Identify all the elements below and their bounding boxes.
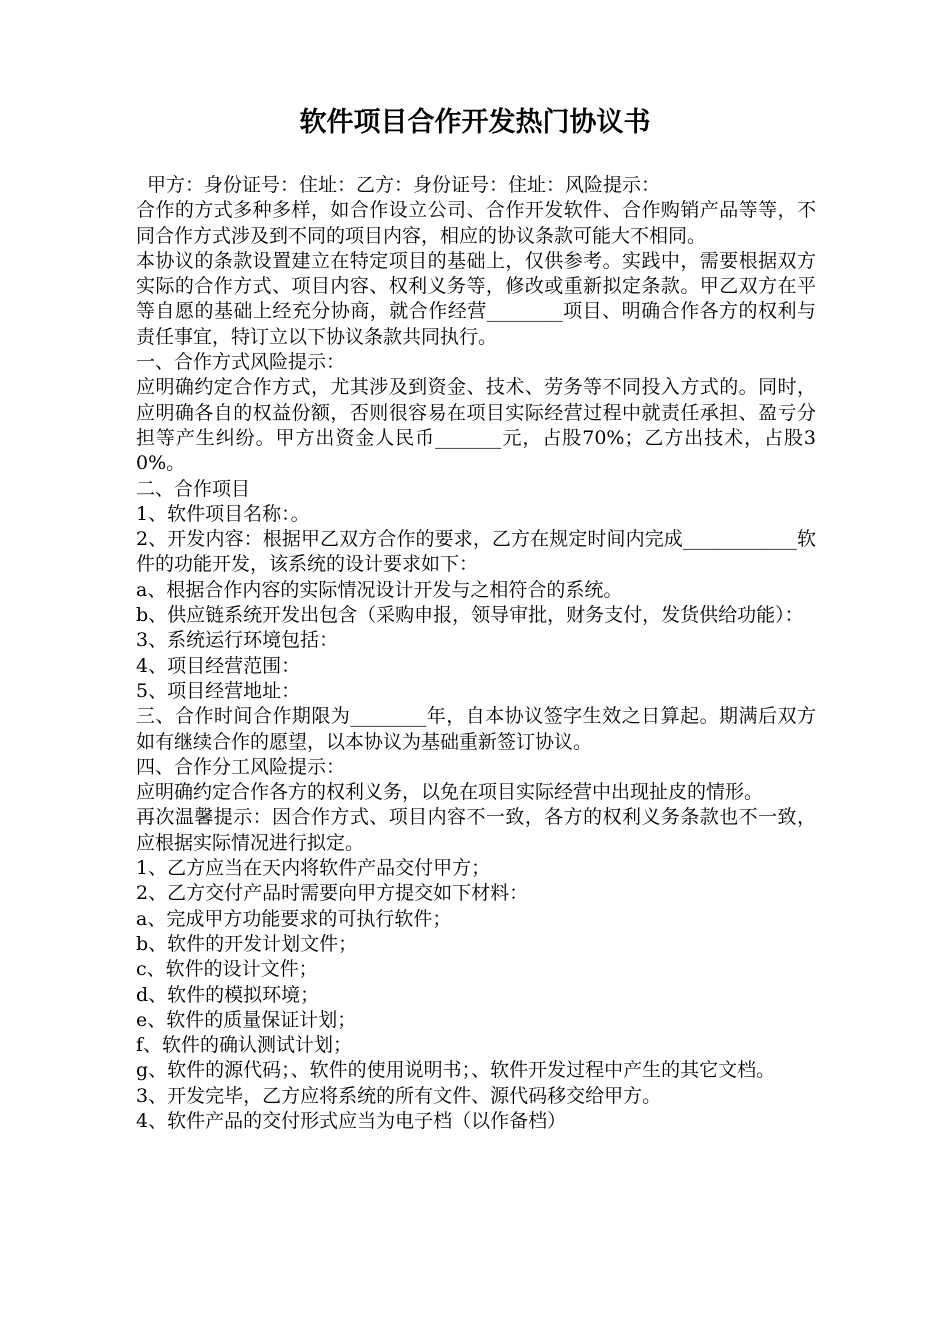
list-item: c、软件的设计文件；	[136, 958, 318, 981]
section-heading: 四、合作分工风险提示：	[136, 755, 346, 778]
paragraph: 合作的方式多种多样，如合作设立公司、合作开发软件、合作购销产品等等，不同合作方式涉及到不同的项目内容，相应的协议条款可能大不相同。	[136, 199, 816, 247]
list-item: a、根据合作内容的实际情况设计开发与之相符合的系统。	[136, 578, 623, 601]
list-item: 1、乙方应当在天内将软件产品交付甲方；	[136, 857, 491, 880]
list-item: d、软件的模拟环境；	[136, 983, 320, 1006]
section-heading: 一、合作方式风险提示：	[136, 351, 346, 374]
list-item: 1、软件项目名称：。	[136, 502, 310, 525]
section-heading: 二、合作项目	[136, 477, 251, 500]
list-item: 2、乙方交付产品时需要向甲方提交如下材料：	[136, 882, 529, 905]
list-item: b、供应链系统开发出包含（采购申报，领导审批，财务支付，发货供给功能）：	[136, 604, 804, 627]
list-item: b、软件的开发计划文件；	[136, 932, 358, 955]
list-item: e、软件的质量保证计划；	[136, 1008, 357, 1031]
section-heading: 三、合作时间合作期限为________年，自本协议签字生效之日算起。期满后双方如有继续合作的愿望，以本协议为基础重新签订协议。	[136, 705, 816, 753]
paragraph: 应明确约定合作方式，尤其涉及到资金、技术、劳务等不同投入方式的。同时，应明确各自的权益份额，否则很容易在项目实际经营过程中就责任承担、盈亏分担等产生纠纷。甲方出资金人民币_______元，占股70%；乙方出技术，占股30%。	[136, 376, 816, 475]
list-item: f、软件的确认测试计划；	[136, 1034, 353, 1057]
list-item: 4、项目经营范围：	[136, 654, 301, 677]
document-body	[136, 173, 816, 1134]
parties-line: 甲方：身份证号：住址：乙方：身份证号：住址：风险提示：	[147, 174, 661, 196]
list-item: 3、系统运行环境包括：	[136, 629, 339, 652]
list-item: 2、开发内容：根据甲乙双方合作的要求，乙方在规定时间内完成____________软件的功能开发，该系统的设计要求如下：	[136, 528, 816, 576]
paragraph: 本协议的条款设置建立在特定项目的基础上，仅供参考。实践中，需要根据双方实际的合作方式、项目内容、权利义务等，修改或重新拟定条款。甲乙双方在平等自愿的基础上经充分协商，就合作经营________项目、明确合作各方的权利与责任事宜，特订立以下协议条款共同执行。	[136, 249, 816, 348]
paragraph: 应明确约定合作各方的权利义务，以免在项目实际经营中出现扯皮的情形。	[136, 781, 764, 804]
paragraph: 再次温馨提示：因合作方式、项目内容不一致，各方的权利义务条款也不一致，应根据实际情况进行拟定。	[136, 806, 816, 854]
document-title: 软件项目合作开发热门协议书	[299, 107, 651, 138]
list-item: 3、开发完毕，乙方应将系统的所有文件、源代码移交给甲方。	[136, 1084, 662, 1107]
list-item: g、软件的源代码；、软件的使用说明书；、软件开发过程中产生的其它文档。	[136, 1059, 776, 1082]
list-item: a、完成甲方功能要求的可执行软件；	[136, 907, 452, 930]
list-item: 5、项目经营地址：	[136, 679, 301, 702]
list-item: 4、软件产品的交付形式应当为电子档（以作备档）	[136, 1109, 567, 1132]
